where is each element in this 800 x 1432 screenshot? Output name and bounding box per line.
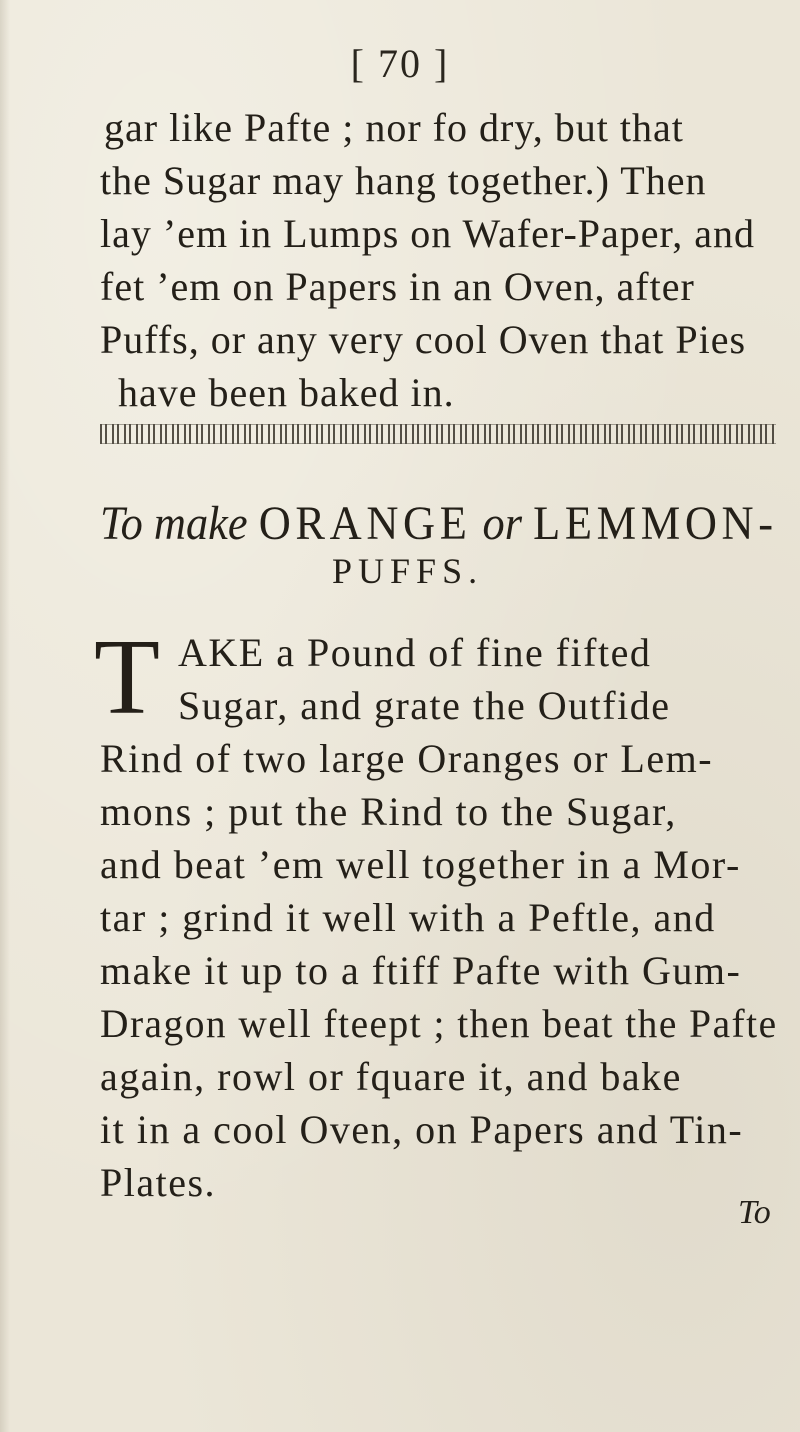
drop-cap: T xyxy=(94,618,160,737)
text-line: Sugar, and grate the Outfide xyxy=(178,683,671,728)
text-line: tar ; grind it well with a Peftle, and xyxy=(100,895,716,940)
recipe-heading xyxy=(100,497,778,550)
text-line: fet ’em on Papers in an Oven, after xyxy=(100,264,695,309)
recipe-heading-continued: PUFFS. xyxy=(332,551,484,591)
catchword: To xyxy=(738,1194,771,1231)
page-number: [ 70 ] xyxy=(350,41,450,86)
text-line: Rind of two large Oranges or Lem- xyxy=(100,736,714,781)
text-line: AKE a Pound of fine fifted xyxy=(178,630,652,675)
text-line: Dragon well fteept ; then beat the Pafte xyxy=(100,1001,778,1046)
text-line: mons ; put the Rind to the Sugar, xyxy=(100,789,677,834)
text-line: it in a cool Oven, on Papers and Tin- xyxy=(100,1107,744,1152)
heading-orange: ORANGE xyxy=(258,497,472,550)
text-line: Plates. xyxy=(100,1160,217,1205)
heading-prefix: To make xyxy=(100,497,248,550)
heading-lemmon: LEMMON- xyxy=(533,497,778,550)
text-line: Puffs, or any very cool Oven that Pies xyxy=(100,317,747,362)
text-line: and beat ’em well together in a Mor- xyxy=(100,842,741,887)
text-line: gar like Pafte ; nor fo dry, but that xyxy=(104,105,684,150)
text-line: again, rowl or fquare it, and bake xyxy=(100,1054,682,1099)
heading-connector: or xyxy=(482,497,523,550)
text-line: the Sugar may hang together.) Then xyxy=(100,158,707,203)
ornamental-rule xyxy=(100,424,776,444)
text-line: have been baked in. xyxy=(118,370,455,415)
text-line: make it up to a ftiff Pafte with Gum- xyxy=(100,948,742,993)
text-line: lay ’em in Lumps on Wafer-Paper, and xyxy=(100,211,756,256)
page-edge-shadow xyxy=(0,0,10,1432)
